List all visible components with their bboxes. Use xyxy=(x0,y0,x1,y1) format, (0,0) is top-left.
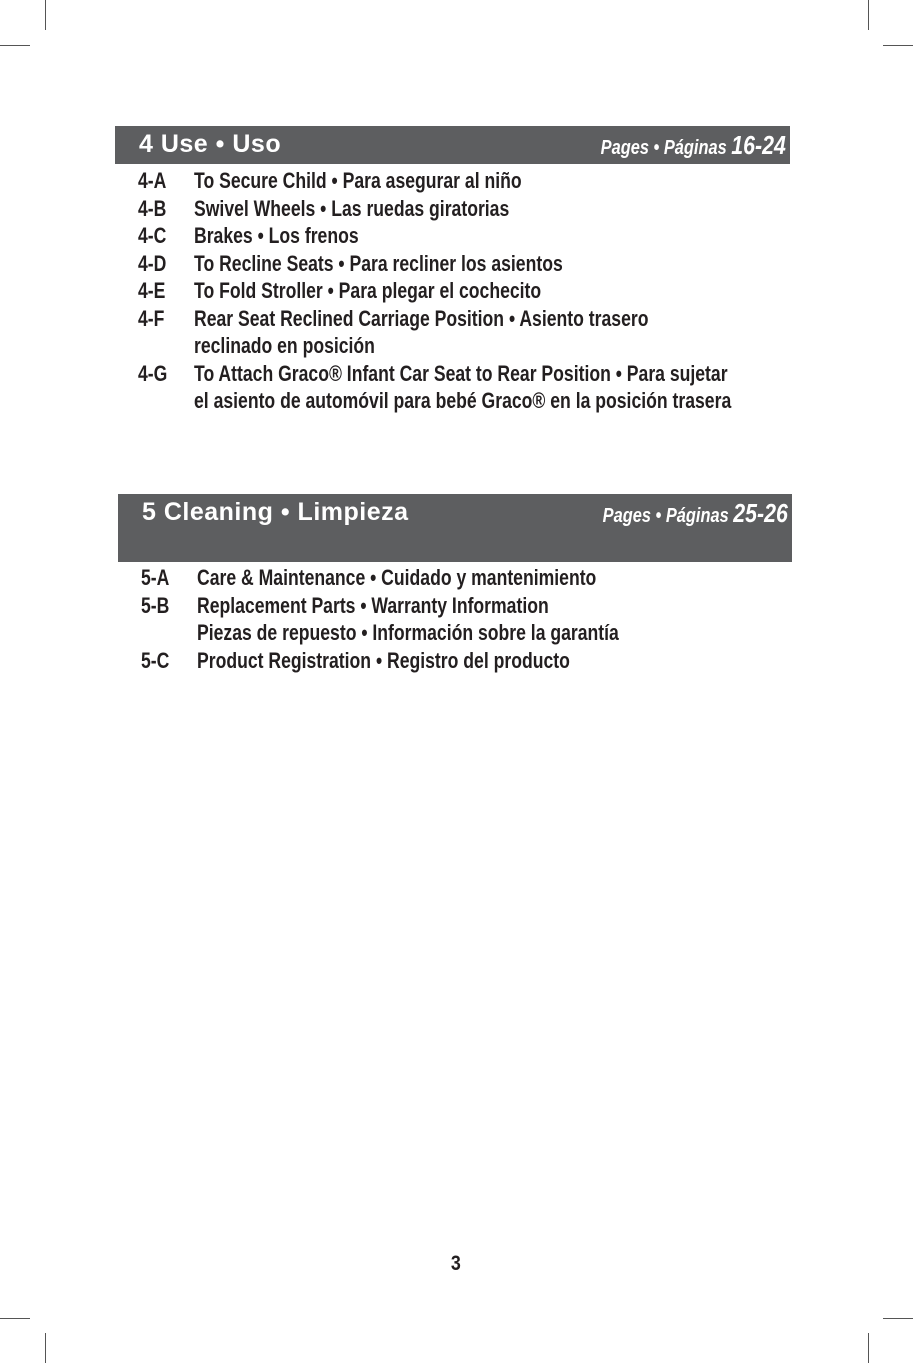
item-code: 4-E xyxy=(138,278,166,303)
crop-mark xyxy=(883,1318,913,1319)
crop-mark xyxy=(868,1333,869,1363)
item-code: 4-C xyxy=(138,223,167,248)
item-code: 4-F xyxy=(138,305,165,331)
item-code: 4-D xyxy=(138,250,167,276)
item-code: 5-A xyxy=(141,565,170,590)
item-text: Replacement Parts • Warranty Information xyxy=(197,592,549,618)
section-header-cleaning xyxy=(118,494,792,562)
crop-mark xyxy=(883,45,913,46)
crop-mark xyxy=(0,1318,30,1319)
item-text: To Attach Graco® Infant Car Seat to Rear Position • Para sujetar xyxy=(194,360,728,386)
crop-mark xyxy=(45,0,46,30)
item-code: 5-C xyxy=(141,647,170,673)
item-code: 5-B xyxy=(141,592,170,618)
item-text: Product Registration • Registro del producto xyxy=(197,647,570,673)
item-text: Swivel Wheels • Las ruedas giratorias xyxy=(194,195,510,221)
pages-range: 16-24 xyxy=(731,130,786,160)
section-pages xyxy=(601,130,786,161)
crop-mark xyxy=(45,1333,46,1363)
item-text: Rear Seat Reclined Carriage Position • Asiento trasero xyxy=(194,305,649,331)
item-text: el asiento de automóvil para bebé Graco® en la posición trasera xyxy=(194,388,732,413)
item-text: Care & Maintenance • Cuidado y mantenimiento xyxy=(197,565,597,590)
item-text: To Fold Stroller • Para plegar el cochecito xyxy=(194,278,542,303)
item-code: 4-G xyxy=(138,360,168,386)
item-code: 4-A xyxy=(138,168,167,193)
crop-mark xyxy=(0,45,30,46)
item-text: reclinado en posición xyxy=(194,333,375,358)
item-text: Brakes • Los frenos xyxy=(194,223,359,248)
section-title: 5 Cleaning • Limpieza xyxy=(142,498,409,526)
section-title: 4 Use • Uso xyxy=(139,130,282,158)
item-code: 4-B xyxy=(138,195,167,221)
pages-label: Pages • Páginas xyxy=(600,137,727,159)
item-text: To Secure Child • Para asegurar al niño xyxy=(194,168,522,193)
pages-label: Pages • Páginas xyxy=(602,505,729,527)
item-text: Piezas de repuesto • Información sobre la garantía xyxy=(197,620,619,645)
item-text: To Recline Seats • Para recliner los asientos xyxy=(194,250,563,276)
page-number: 3 xyxy=(450,1252,461,1275)
section-header-use xyxy=(115,126,790,164)
crop-mark xyxy=(868,0,869,30)
section-pages xyxy=(603,498,788,529)
pages-range: 25-26 xyxy=(733,498,788,528)
